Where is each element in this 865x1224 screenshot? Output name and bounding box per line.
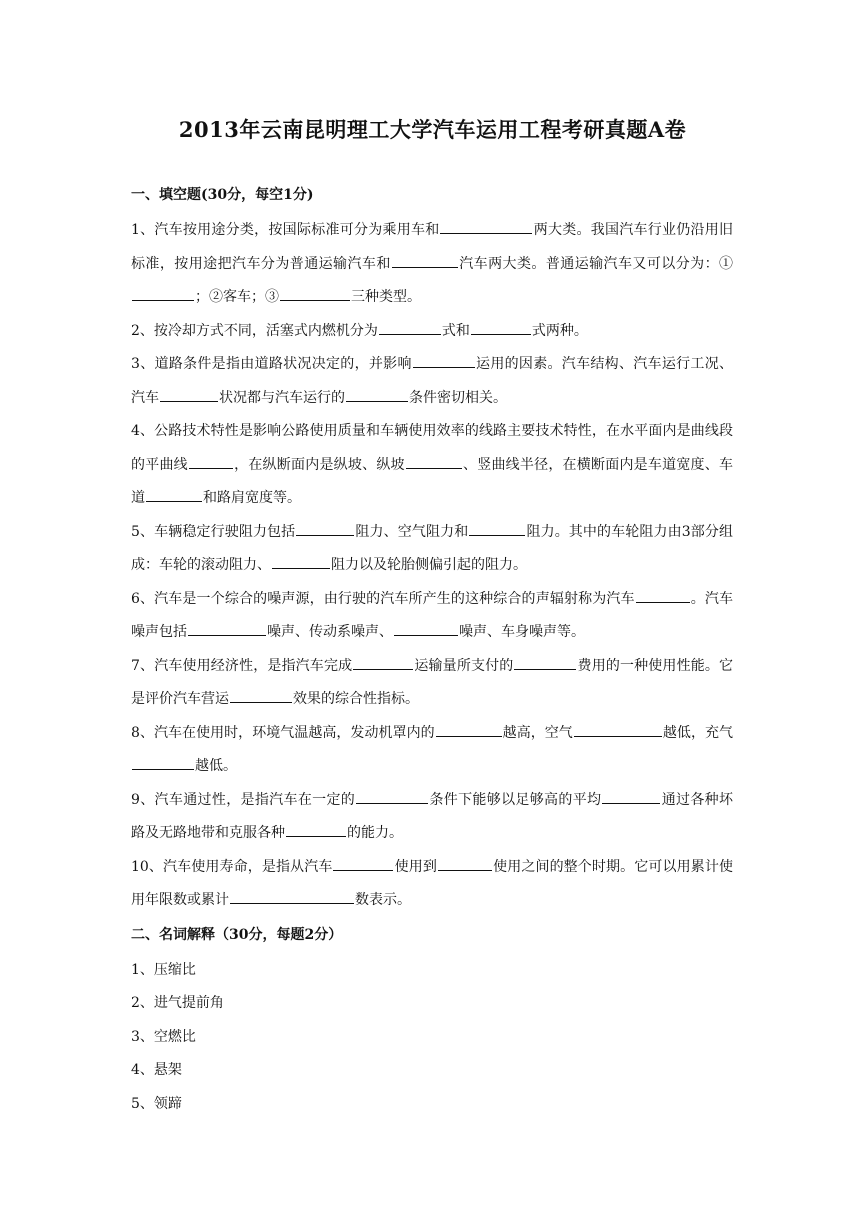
answer-blank[interactable] bbox=[189, 453, 233, 469]
question-text: 10、汽车使用寿命，是指从汽车 bbox=[131, 858, 333, 875]
answer-blank[interactable] bbox=[280, 285, 350, 301]
answer-blank[interactable] bbox=[160, 386, 218, 402]
term-item: 2、进气提前角 bbox=[131, 995, 224, 1011]
exam-content bbox=[131, 182, 733, 1121]
question-text: 6、汽车是一个综合的噪声源，由行驶的汽车所产生的这种综合的声辐射称为汽车 bbox=[131, 590, 635, 607]
answer-blank[interactable] bbox=[438, 855, 492, 871]
answer-blank[interactable] bbox=[406, 453, 462, 469]
question-text: 越低，充气 bbox=[662, 724, 734, 741]
question-text: 噪声、车身噪声等。 bbox=[459, 624, 585, 640]
question-text: 使用之间的整个时期。它可以用累计使用年限数或累计 bbox=[131, 858, 733, 908]
question-text: 效果的综合性指标。 bbox=[293, 691, 419, 707]
question-text: 汽车两大类。普通运输汽车又可以分为：① bbox=[458, 255, 734, 272]
answer-blank[interactable] bbox=[286, 821, 346, 837]
section-heading-fill-blank: 一、填空题(30分，每空1分) bbox=[131, 187, 314, 203]
question-text: 的能力。 bbox=[347, 825, 403, 841]
answer-blank[interactable] bbox=[379, 319, 441, 335]
question-text: 4、公路技术特性是影响公路使用质量和车辆使用效率的线路主要技术特性，在水平面内是曲线段的平曲线 bbox=[131, 423, 733, 473]
answer-blank[interactable] bbox=[132, 754, 194, 770]
question-text: ，在纵断面内是纵坡、纵坡 bbox=[233, 456, 405, 473]
question-text: 3、道路条件是指由道路状况决定的，并影响 bbox=[131, 356, 412, 372]
question-text: 运输量所支付的 bbox=[414, 657, 514, 674]
question-text: 阻力以及轮胎侧偏引起的阻力。 bbox=[331, 557, 527, 573]
question-text: 状况都与汽车运行的 bbox=[219, 389, 345, 406]
question-text: 1、汽车按用途分类，按国际标准可分为乘用车和 bbox=[131, 222, 440, 238]
question-4 bbox=[131, 415, 733, 516]
answer-blank[interactable] bbox=[356, 788, 428, 804]
question-text: 、竖曲线半径，在横断面内是车道宽度、车道 bbox=[131, 456, 734, 506]
answer-blank[interactable] bbox=[346, 386, 408, 402]
question-text: 阻力、空气阻力和 bbox=[355, 523, 469, 540]
answer-blank[interactable] bbox=[636, 587, 690, 603]
term-item: 3、空燃比 bbox=[131, 1028, 196, 1045]
answer-blank[interactable] bbox=[471, 319, 531, 335]
question-text: 5、车辆稳定行驶阻力包括 bbox=[131, 523, 296, 540]
question-text: 越高，空气 bbox=[502, 724, 573, 741]
answer-blank[interactable] bbox=[333, 855, 393, 871]
answer-blank[interactable] bbox=[230, 888, 354, 904]
question-text: 7、汽车使用经济性，是指汽车完成 bbox=[131, 657, 353, 674]
question-text: 式和 bbox=[441, 322, 470, 339]
question-text: 两大类。我国汽车行业仍沿用旧标准，按用途把汽车分为普通运输汽车和 bbox=[131, 222, 734, 272]
question-text: 噪声、传动系噪声、 bbox=[267, 624, 393, 640]
question-7 bbox=[131, 650, 733, 717]
question-text: 9、汽车通过性，是指汽车在一定的 bbox=[131, 791, 356, 808]
question-text: 式两种。 bbox=[531, 322, 588, 339]
question-8 bbox=[131, 717, 733, 784]
question-6 bbox=[131, 583, 733, 650]
section-heading-definitions: 二、名词解释（30分，每题2分） bbox=[131, 926, 343, 943]
question-5 bbox=[131, 516, 733, 583]
question-9 bbox=[131, 784, 733, 851]
question-text: ；②客车；③ bbox=[195, 289, 279, 305]
answer-blank[interactable] bbox=[188, 620, 266, 636]
question-text: 三种类型。 bbox=[351, 289, 421, 305]
answer-blank[interactable] bbox=[394, 620, 458, 636]
question-text: 条件密切相关。 bbox=[409, 389, 507, 406]
question-text: 2、按冷却方式不同，活塞式内燃机分为 bbox=[131, 322, 378, 339]
answer-blank[interactable] bbox=[353, 654, 413, 670]
answer-blank[interactable] bbox=[272, 553, 330, 569]
answer-blank[interactable] bbox=[436, 721, 502, 737]
question-3 bbox=[131, 348, 733, 415]
answer-blank[interactable] bbox=[602, 788, 660, 804]
question-text: 阻力。其中的车轮阻力由3部分组成：车轮的滚动阻力、 bbox=[131, 523, 733, 573]
answer-blank[interactable] bbox=[469, 520, 525, 536]
answer-blank[interactable] bbox=[413, 352, 475, 368]
question-1 bbox=[131, 214, 733, 315]
term-item: 4、悬架 bbox=[131, 1062, 182, 1078]
question-text: 运用的因素。汽车结构、汽车运行工况、汽车 bbox=[131, 356, 734, 406]
question-text: 越低。 bbox=[195, 758, 237, 774]
question-text: 通过各种坏路及无路地带和克服各种 bbox=[131, 791, 734, 841]
answer-blank[interactable] bbox=[440, 218, 532, 234]
question-2 bbox=[131, 315, 733, 349]
question-text: 和路肩宽度等。 bbox=[203, 490, 301, 506]
question-10 bbox=[131, 851, 733, 918]
question-text: 费用的一种使用性能。它是评价汽车营运 bbox=[131, 657, 734, 707]
answer-blank[interactable] bbox=[514, 654, 576, 670]
answer-blank[interactable] bbox=[230, 687, 292, 703]
answer-blank[interactable] bbox=[392, 252, 458, 268]
page-title: 2013年云南昆明理工大学汽车运用工程考研真题A卷 bbox=[178, 117, 687, 142]
question-text: 。汽车噪声包括 bbox=[131, 590, 734, 640]
question-text: 条件下能够以足够高的平均 bbox=[429, 791, 602, 808]
answer-blank[interactable] bbox=[574, 721, 662, 737]
question-text: 数表示。 bbox=[355, 892, 411, 908]
term-item: 5、领蹄 bbox=[131, 1095, 182, 1112]
answer-blank[interactable] bbox=[132, 285, 194, 301]
question-text: 8、汽车在使用时，环境气温越高，发动机罩内的 bbox=[131, 724, 435, 741]
answer-blank[interactable] bbox=[296, 520, 354, 536]
term-item: 1、压缩比 bbox=[131, 961, 196, 978]
question-text: 使用到 bbox=[394, 858, 437, 875]
answer-blank[interactable] bbox=[146, 486, 202, 502]
